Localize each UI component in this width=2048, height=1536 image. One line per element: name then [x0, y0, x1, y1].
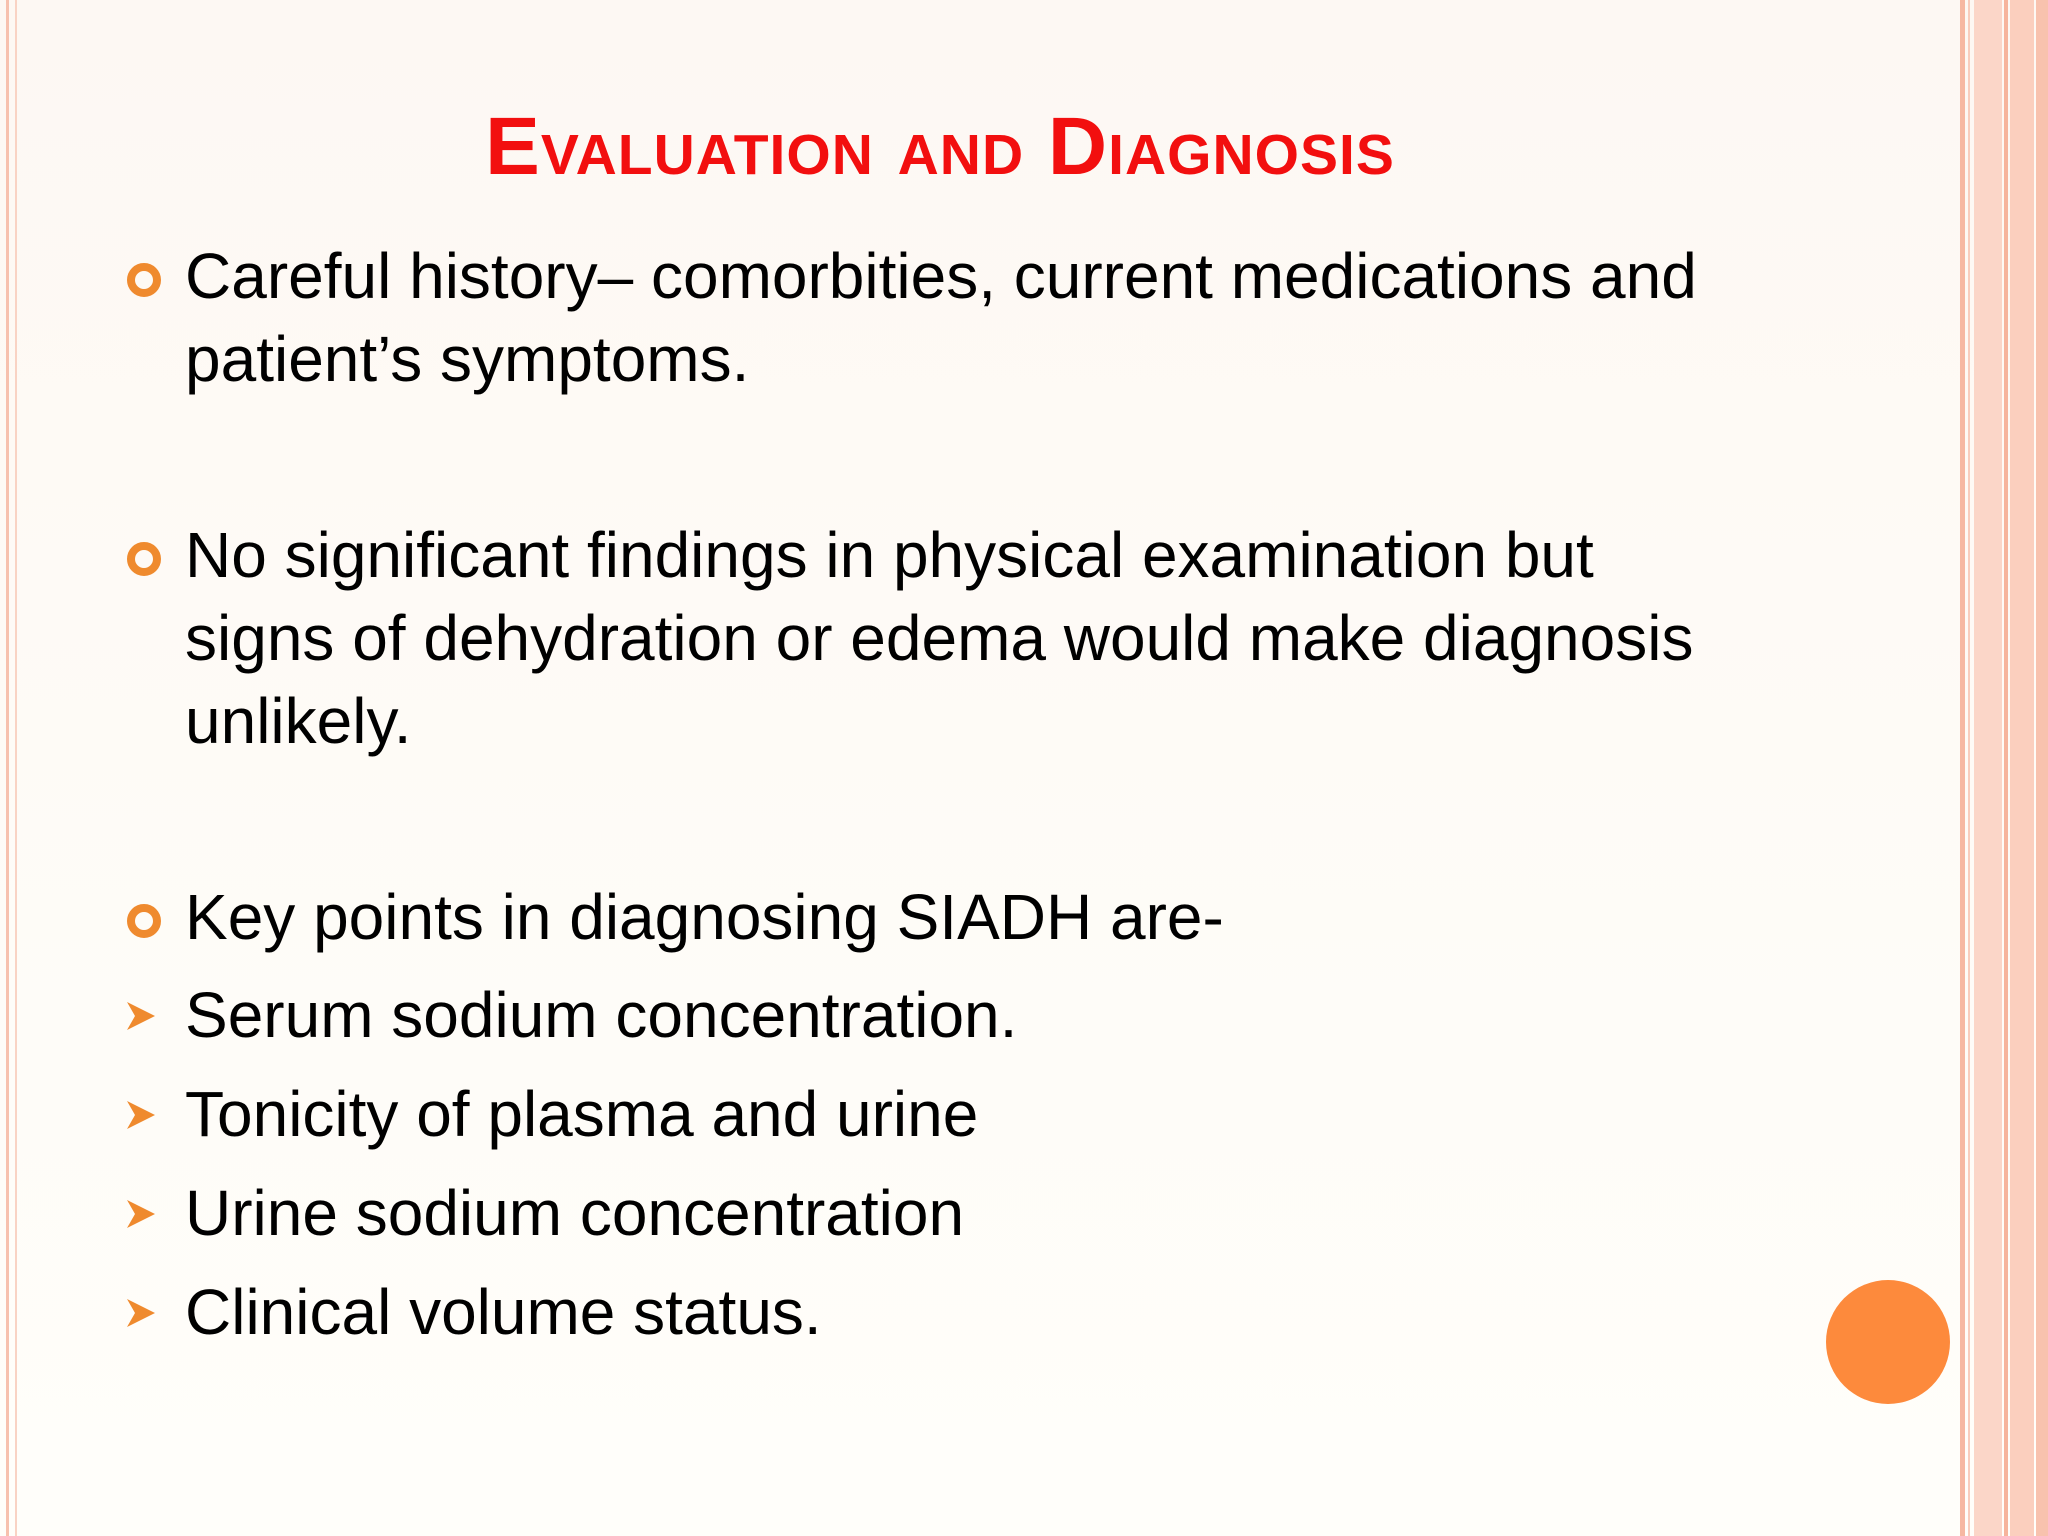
left-border-line [6, 0, 9, 1536]
subpoint-text: Clinical volume status. [185, 1276, 822, 1348]
bullet-text: No significant findings in physical examination but signs of dehydration or edema would make diagnosis unlikely. [185, 519, 1694, 757]
subpoint-text: Tonicity of plasma and urine [185, 1078, 979, 1150]
right-stripe-5 [2010, 0, 2034, 1536]
right-stripe-1 [1960, 0, 1965, 1536]
circle-bullet-icon [127, 904, 161, 938]
right-stripe-3 [1974, 0, 2002, 1536]
bullet-item-history [185, 235, 1745, 401]
right-stripe-6 [2036, 0, 2048, 1536]
arrow-bullet-icon [125, 1097, 157, 1133]
decorative-circle [1826, 1280, 1950, 1404]
circle-bullet-icon [127, 542, 161, 576]
right-stripe-2 [1968, 0, 1970, 1536]
bullet-item-examination [185, 514, 1745, 763]
subpoint-text: Urine sodium concentration [185, 1177, 965, 1249]
arrow-bullet-icon [125, 998, 157, 1034]
subpoint-serum-sodium [185, 974, 1745, 1057]
circle-bullet-icon [127, 263, 161, 297]
subpoint-text: Serum sodium concentration. [185, 979, 1018, 1051]
arrow-bullet-icon [125, 1295, 157, 1331]
bullet-item-key-points [185, 876, 1745, 959]
subpoint-volume-status [185, 1271, 1745, 1354]
arrow-bullet-icon [125, 1196, 157, 1232]
bullet-text: Key points in diagnosing SIADH are- [185, 881, 1224, 953]
left-border-line-inner [15, 0, 17, 1536]
subpoint-tonicity [185, 1073, 1745, 1156]
bullet-text: Careful history– comorbities, current medications and patient’s symptoms. [185, 240, 1697, 395]
slide-title: Evaluation and Diagnosis [485, 101, 1395, 192]
right-stripe-4 [2004, 0, 2008, 1536]
subpoint-urine-sodium [185, 1172, 1745, 1255]
